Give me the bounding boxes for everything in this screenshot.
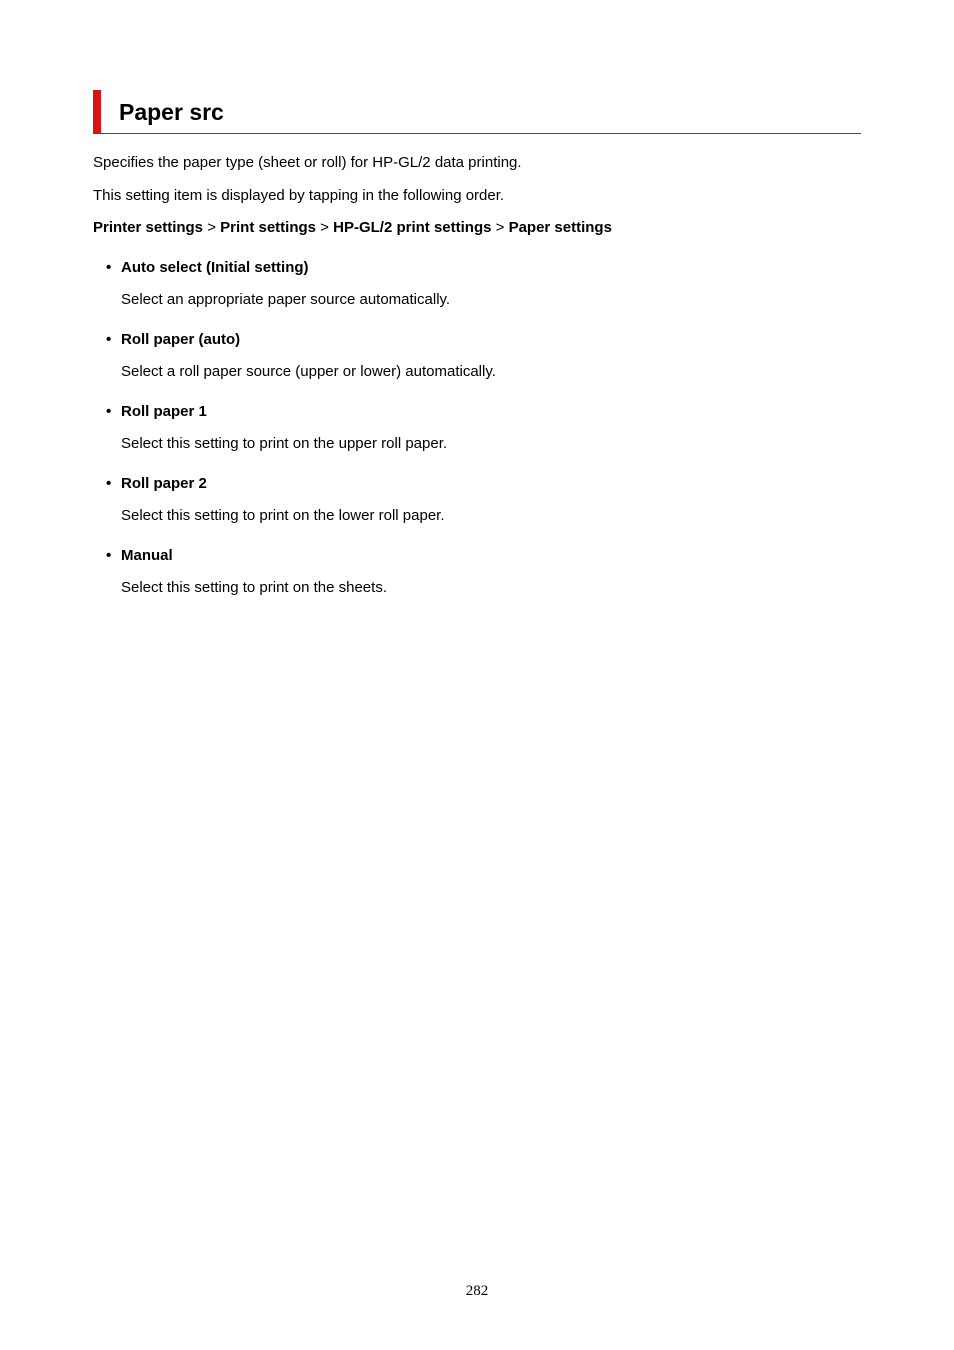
bullet-icon: • xyxy=(106,547,112,564)
option-item xyxy=(0,331,954,391)
intro-text: Specifies the paper type (sheet or roll) for HP-GL/2 data printing. xyxy=(93,154,522,171)
path-separator: > xyxy=(320,219,329,236)
bullet-icon: • xyxy=(106,403,112,420)
option-label: Roll paper 2 xyxy=(121,475,207,492)
page-title: Paper src xyxy=(119,99,224,125)
path-step-paper-settings: Paper settings xyxy=(508,219,612,236)
path-step-print-settings: Print settings xyxy=(220,219,316,236)
section-heading xyxy=(93,90,861,134)
heading-accent-bar xyxy=(93,90,101,133)
settings-path xyxy=(93,219,612,237)
option-description: Select this setting to print on the sheets. xyxy=(121,579,387,596)
option-description: Select an appropriate paper source automatically. xyxy=(121,291,451,308)
option-label: Auto select (Initial setting) xyxy=(121,259,309,276)
option-description: Select this setting to print on the upper roll paper. xyxy=(121,435,448,452)
option-item xyxy=(0,403,954,463)
path-step-printer-settings: Printer settings xyxy=(93,219,204,236)
path-separator: > xyxy=(495,219,505,236)
bullet-icon: • xyxy=(106,475,112,492)
page-number: 282 xyxy=(465,1283,489,1299)
bullet-icon: • xyxy=(106,259,112,276)
option-label: Manual xyxy=(121,547,173,564)
option-item xyxy=(0,547,954,607)
path-step-hpgl2-print-settings: HP-GL/2 print settings xyxy=(333,219,492,236)
option-description: Select a roll paper source (upper or lower) automatically. xyxy=(121,363,496,380)
option-item xyxy=(0,259,954,319)
option-item xyxy=(0,475,954,535)
option-description: Select this setting to print on the lower roll paper. xyxy=(121,507,445,524)
option-label: Roll paper (auto) xyxy=(121,331,241,348)
order-note: This setting item is displayed by tapping in the following order. xyxy=(93,187,505,204)
path-separator: > xyxy=(207,219,216,236)
option-label: Roll paper 1 xyxy=(121,403,207,420)
bullet-icon: • xyxy=(106,331,112,348)
